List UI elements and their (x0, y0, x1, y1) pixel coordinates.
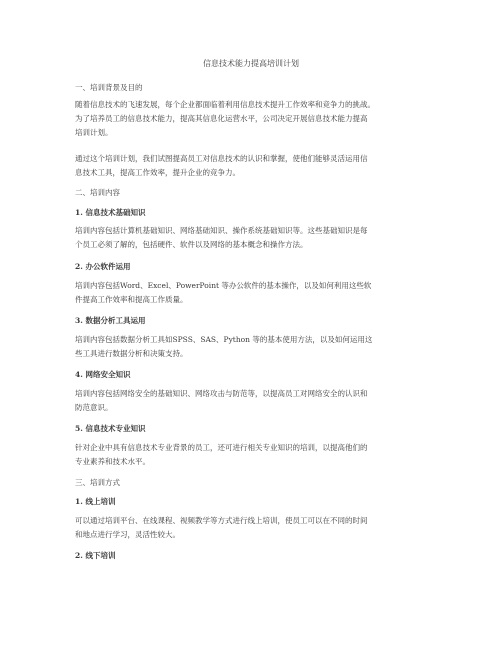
section-3-heading: 三、培训方式 (75, 478, 120, 487)
doc-title: 信息技术能力提高培训计划 (203, 59, 299, 68)
section-1-heading: 一、培训背景及目的 (75, 83, 143, 92)
paragraph-line: 针对企业中具有信息技术专业背景的员工，还可进行相关专业知识的培训，以提高他们的 (75, 443, 368, 452)
paragraph-line: 防范意识。 (75, 403, 113, 412)
paragraph-line: 和地点进行学习，灵活性较大。 (75, 530, 180, 539)
paragraph-line: 随着信息技术的飞速发展，每个企业都面临着利用信息技术提升工作效率和竞争力的挑战。 (75, 100, 375, 109)
paragraph-line: 培训内容包括计算机基础知识、网络基础知识、操作系统基础知识等。这些基础知识是每 (75, 226, 368, 235)
item-heading: 5. 信息技术专业知识 (75, 424, 146, 433)
paragraph-line: 些工具进行数据分析和决策支持。 (75, 349, 188, 358)
item-heading: 1. 信息技术基础知识 (75, 208, 146, 217)
item-heading: 2. 线下培训 (75, 551, 116, 560)
paragraph-line: 件提高工作效率和提高工作质量。 (75, 295, 188, 304)
paragraph-line: 息技术工具，提高工作效率，提升企业的竞争力。 (75, 168, 240, 177)
section-2-heading: 二、培训内容 (75, 188, 120, 197)
item-heading: 4. 网络安全知识 (75, 370, 131, 379)
paragraph-line: 通过这个培训计划，我们试图提高员工对信息技术的认识和掌握，使他们能够灵活运用信 (75, 154, 368, 163)
paragraph-line: 为了培养员工的信息技术能力，提高其信息化运营水平，公司决定开展信息技术能力提高 (75, 114, 368, 123)
paragraph-line: 培训内容包括网络安全的基础知识、网络攻击与防范等，以提高员工对网络安全的认识和 (75, 389, 368, 398)
paragraph-line: 个员工必须了解的，包括硬件、软件以及网络的基本概念和操作方法。 (75, 240, 308, 249)
paragraph-line: 培训计划。 (75, 128, 113, 137)
item-heading: 2. 办公软件运用 (75, 262, 131, 271)
paragraph-line: 培训内容包括Word、Excel、PowerPoint 等办公软件的基本操作，以及如何利用这些软 (75, 281, 372, 290)
paragraph-line: 专业素养和技术水平。 (75, 457, 150, 466)
paragraph-line: 培训内容包括数据分析工具如SPSS、SAS、Python 等的基本使用方法，以及如何运用这 (75, 335, 373, 344)
paragraph-line: 可以通过培训平台、在线课程、视频教学等方式进行线上培训，使员工可以在不同的时间 (75, 516, 368, 525)
item-heading: 3. 数据分析工具运用 (75, 316, 146, 325)
item-heading: 1. 线上培训 (75, 497, 116, 506)
